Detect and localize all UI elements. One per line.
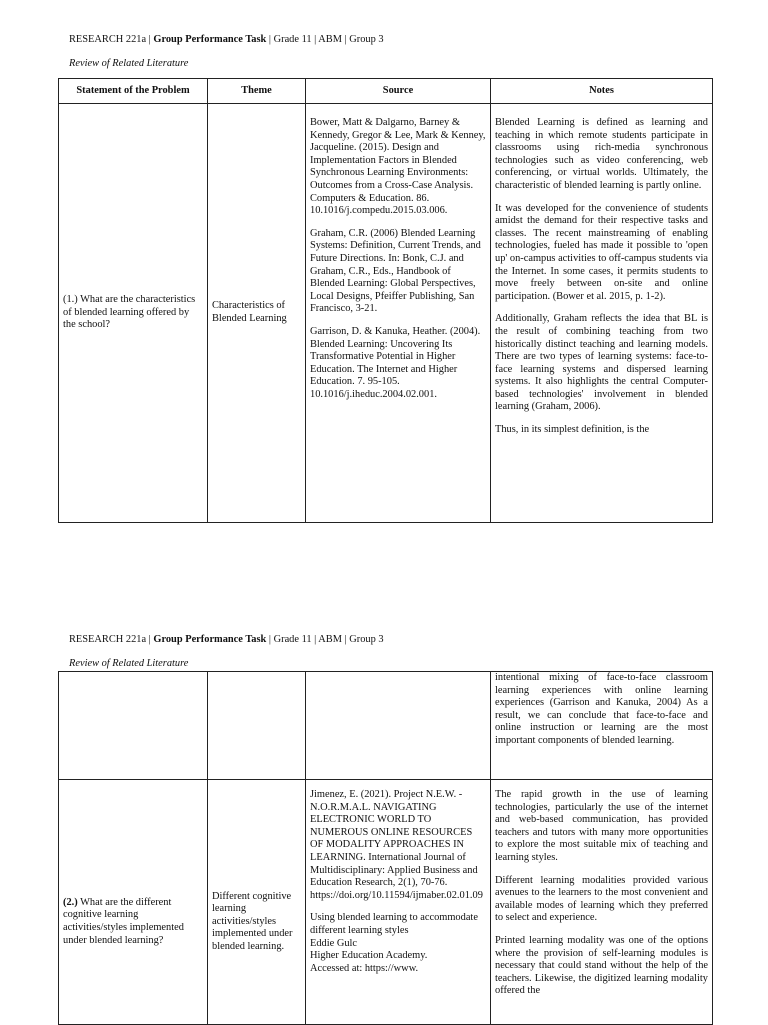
notes-cell: The rapid growth in the use of learning technologies, particularly the use of the internet and web-based communication, has provided teachers and tutors with many more opportunities to explore the most suitable mix of teaching and learning styles. Different learning modalities provided various avenues to the learners to the most convenient and available modes of learning which they preferred to select and experience. Printed learning modality was one of the options where the provision of self-learning modules is necessary that could stand without the help of the teachers. Likewise, the digitized learning modality offered the [491,780,713,1025]
column-header-theme: Theme [208,79,306,104]
page-header: RESEARCH 221a | Group Performance Task | Grade 11 | ABM | Group 3 [69,634,384,645]
table-row [59,104,713,523]
theme-cell [208,672,306,780]
statement-cell [59,672,208,780]
page-subtitle: Review of Related Literature [69,58,189,69]
theme-cell: Different cognitive learning activities/styles implemented under blended learning. [208,780,306,1025]
table-row [59,672,713,780]
page-subtitle: Review of Related Literature [69,658,189,669]
document-page-2 [0,600,768,1024]
table-header-row [59,79,713,104]
column-header-notes: Notes [491,79,713,104]
literature-table-continued [58,671,713,1025]
notes-cell: Blended Learning is defined as learning and teaching in which remote students participate in classrooms using rich-media synchronous technologies such as video conferencing, web conferencing, or virtual worlds. Ultimately, the characteristic of blended learning is partly online. It was developed for the convenience of students amidst the demand for their respective tasks and classes. The recent mainstreaming of enabling technologies, fueled has made it possible to 'open up' on-campus activities to off-campus students via the Internet. In some cases, it permits students to move freely between on-site and online participation. (Bower et al. 2015, p. 1-2). Additionally, Graham reflects the idea that BL is the result of combining teaching from two historically distinct teaching and learning models. There are two types of learning systems: face-to-face learning systems and dispersed learning systems. It also highlights the central Computer-based technologies' involvement in blended learning (Graham, 2006). Thus, in its simplest definition, is the [491,104,713,523]
statement-cell: (2.) What are the different cognitive learning activities/styles implemented under blended learning? [59,780,208,1025]
column-header-statement: Statement of the Problem [59,79,208,104]
page-header: RESEARCH 221a | Group Performance Task | Grade 11 | ABM | Group 3 [69,34,384,45]
theme-cell: Characteristics of Blended Learning [208,104,306,523]
notes-cell: intentional mixing of face-to-face classroom learning experiences with online learning experiences (Garrison and Kanuka, 2004) As a result, we can conclude that face-to-face and online instruction or learning are the most important components of blended learning. [491,672,713,780]
literature-table [58,78,713,523]
table-row [59,780,713,1025]
source-cell [306,672,491,780]
source-cell: Bower, Matt & Dalgarno, Barney & Kennedy, Gregor & Lee, Mark & Kenney, Jacqueline. (2015). Design and Implementation Factors in Blended Synchronous Learning Environments: Outcomes from a Cross-Case Analysis. Computers & Education. 86. 10.1016/j.compedu.2015.03.006. Graham, C.R. (2006) Blended Learning Systems: Definition, Current Trends, and Future Directions. In: Bonk, C.J. and Graham, C.R., Eds., Handbook of Blended Learning: Global Perspectives, Local Designs, Pfeiffer Publishing, San Francisco, 3-21. Garrison, D. & Kanuka, Heather. (2004). Blended Learning: Uncovering Its Transformative Potential in Higher Education. The Internet and Higher Education. 7. 95-105. 10.1016/j.iheduc.2004.02.001. [306,104,491,523]
statement-cell: (1.) What are the characteristics of blended learning offered by the school? [59,104,208,523]
source-cell: Jimenez, E. (2021). Project N.E.W. - N.O.R.M.A.L. NAVIGATING ELECTRONIC WORLD TO NUMEROUS ONLINE RESOURCES OF MODALITY APPROACHES IN LEARNING. International Journal of Multidisciplinary: Applied Business and Education Research, 2(1), 70-76. https://doi.org/10.11594/ijmaber.02.01.09 Using blended learning to accommodate different learning styles Eddie Gulc Higher Education Academy. Accessed at: https://www. [306,780,491,1025]
column-header-source: Source [306,79,491,104]
